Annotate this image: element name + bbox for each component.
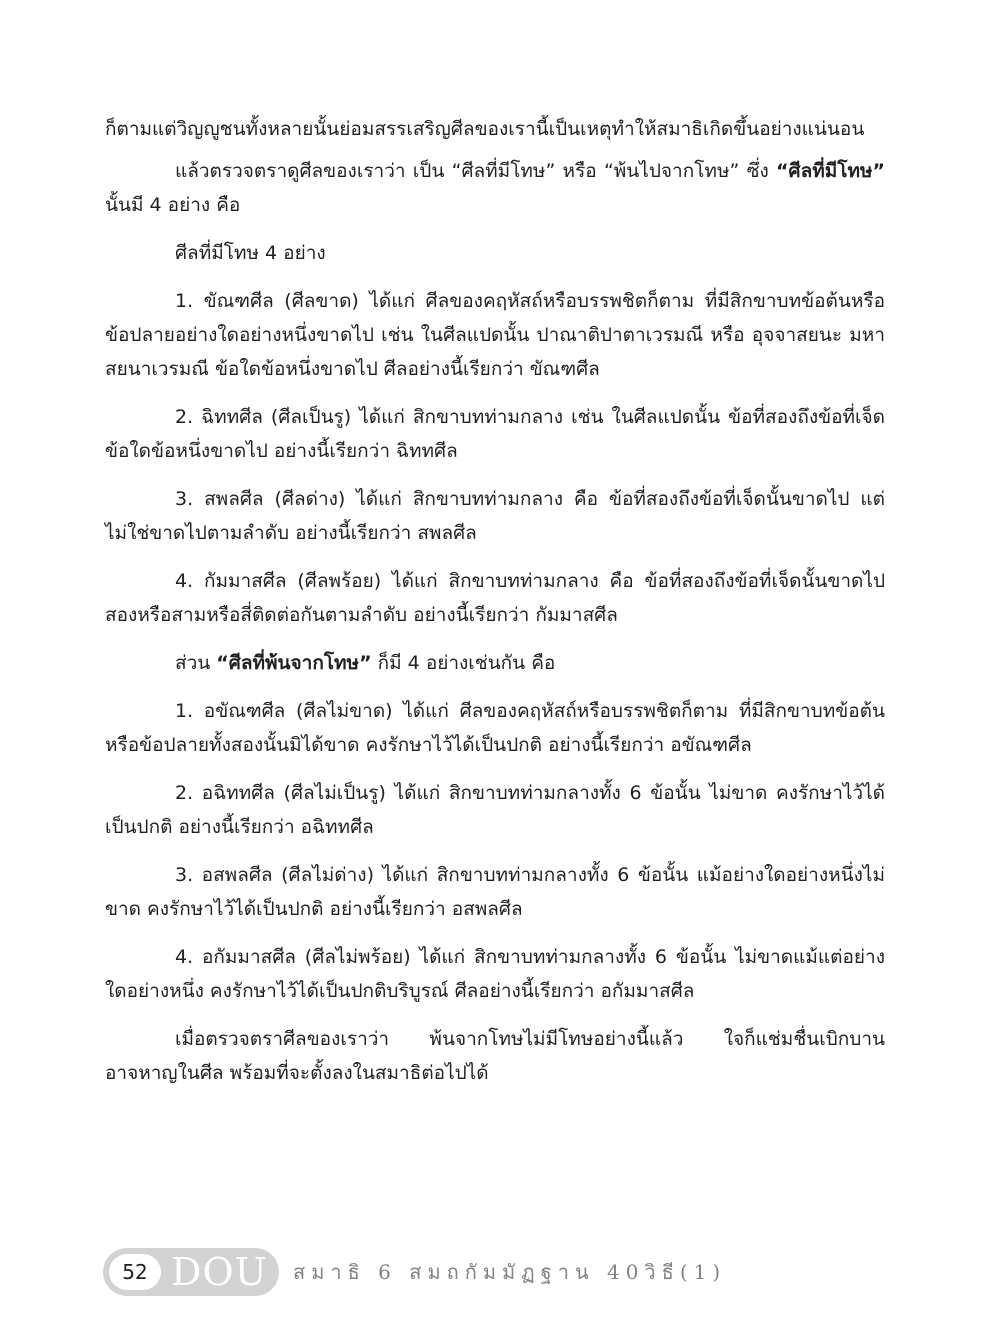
page-footer <box>103 1248 903 1296</box>
list-item-faultless-1: 1. อขัณฑศีล (ศีลไม่ขาด) ได้แก่ ศีลของคฤหัสถ์หรือบรรพชิตก็ตาม ที่มีสิกขาบทข้อต้นหรือข้อปลายทั้งสองนั้นมิได้ขาด คงรักษาไว้ได้เป็นปกติ อย่างนี้เรียกว่า อขัณฑศีล <box>105 700 885 756</box>
list-item-faulty-3: 3. สพลศีล (ศีลด่าง) ได้แก่ สิกขาบทท่ามกลาง คือ ข้อที่สองถึงข้อที่เจ็ดนั้นขาดไป แต่ไม่ใช่ขาดไปตามลำดับ อย่างนี้เรียกว่า สพลศีล <box>105 488 885 544</box>
section-heading-faulty-precepts: ศีลที่มีโทษ 4 อย่าง <box>175 242 326 264</box>
dou-logo: DOU <box>171 1250 268 1294</box>
paragraph-1: ก็ตามแต่วิญญูชนทั้งหลายนั้นย่อมสรรเสริญศีลของเรานี้เป็นเหตุทำให้สมาธิเกิดขึ้นอย่างแน่นอน <box>105 118 865 140</box>
list-item-faultless-3: 3. อสพลศีล (ศีลไม่ด่าง) ได้แก่ สิกขาบทท่ามกลางทั้ง 6 ข้อนั้น แม้อย่างใดอย่างหนึ่งไม่ขาด คงรักษาไว้ได้เป็นปกติ อย่างนี้เรียกว่า อสพลศีล <box>105 864 885 920</box>
paragraph-conclusion: เมื่อตรวจตราศีลของเราว่า พ้นจากโทษไม่มีโทษอย่างนี้แล้ว ใจก็แช่มชื่นเบิกบานอาจหาญในศีล พร้อมที่จะตั้งลงในสมาธิต่อไปได้ <box>105 1028 885 1084</box>
footer-badge <box>103 1248 279 1296</box>
list-item-faulty-1: 1. ขัณฑศีล (ศีลขาด) ได้แก่ ศีลของคฤหัสถ์หรือบรรพชิตก็ตาม ที่มีสิกขาบทข้อต้นหรือข้อปลายอย่างใดอย่างหนึ่งขาดไป เช่น ในศีลแปดนั้น ปาณาติปาตาเวรมณี หรือ อุจจาสยนะ มหาสยนาเวรมณี ข้อใดข้อหนึ่งขาดไป ศีลอย่างนี้เรียกว่า ขัณฑศีล <box>105 290 885 380</box>
section-heading-text-a: ส่วน <box>175 652 217 674</box>
section-heading-text-b: ก็มี 4 อย่างเช่นกัน คือ <box>371 652 556 674</box>
list-item-faulty-4: 4. กัมมาสศีล (ศีลพร้อย) ได้แก่ สิกขาบทท่ามกลาง คือ ข้อที่สองถึงข้อที่เจ็ดนั้นขาดไป สองหรือสามหรือสี่ติดต่อกันตามลำดับ อย่างนี้เรียกว่า กัมมาสศีล <box>105 570 885 626</box>
page-body <box>105 112 885 1104</box>
list-item-faultless-4: 4. อกัมมาสศีล (ศีลไม่พร้อย) ได้แก่ สิกขาบทท่ามกลางทั้ง 6 ข้อนั้น ไม่ขาดแม้แต่อย่างใดอย่างหนึ่ง คงรักษาไว้ได้เป็นปกติบริบูรณ์ ศีลอย่างนี้เรียกว่า อกัมมาสศีล <box>105 946 885 1002</box>
paragraph-2-text-a: แล้วตรวจตราดูศีลของเราว่า เป็น “ศีลที่มีโทษ” หรือ “พ้นไปจากโทษ” ซึ่ง <box>175 160 777 182</box>
paragraph-2-bold: “ศีลที่มีโทษ” <box>776 160 885 182</box>
page-number: 52 <box>109 1254 161 1290</box>
list-item-faulty-2: 2. ฉิททศีล (ศีลเป็นรู) ได้แก่ สิกขาบทท่ามกลาง เช่น ในศีลแปดนั้น ข้อที่สองถึงข้อที่เจ็ด ข้อใดข้อหนึ่งขาดไป อย่างนี้เรียกว่า ฉิททศีล <box>105 406 885 462</box>
paragraph-2-text-b: นั้นมี 4 อย่าง คือ <box>105 194 241 216</box>
paragraph-2 <box>105 154 885 222</box>
section-heading-faultless-precepts <box>105 646 885 680</box>
section-heading-bold: “ศีลที่พ้นจากโทษ” <box>216 652 372 674</box>
list-item-faultless-2: 2. อฉิททศีล (ศีลไม่เป็นรู) ได้แก่ สิกขาบทท่ามกลางทั้ง 6 ข้อนั้น ไม่ขาด คงรักษาไว้ได้เป็นปกติ อย่างนี้เรียกว่า อฉิททศีล <box>105 782 885 838</box>
book-title: สมาธิ 6 สมถกัมมัฏฐาน 40วิธี(1) <box>293 1260 727 1284</box>
